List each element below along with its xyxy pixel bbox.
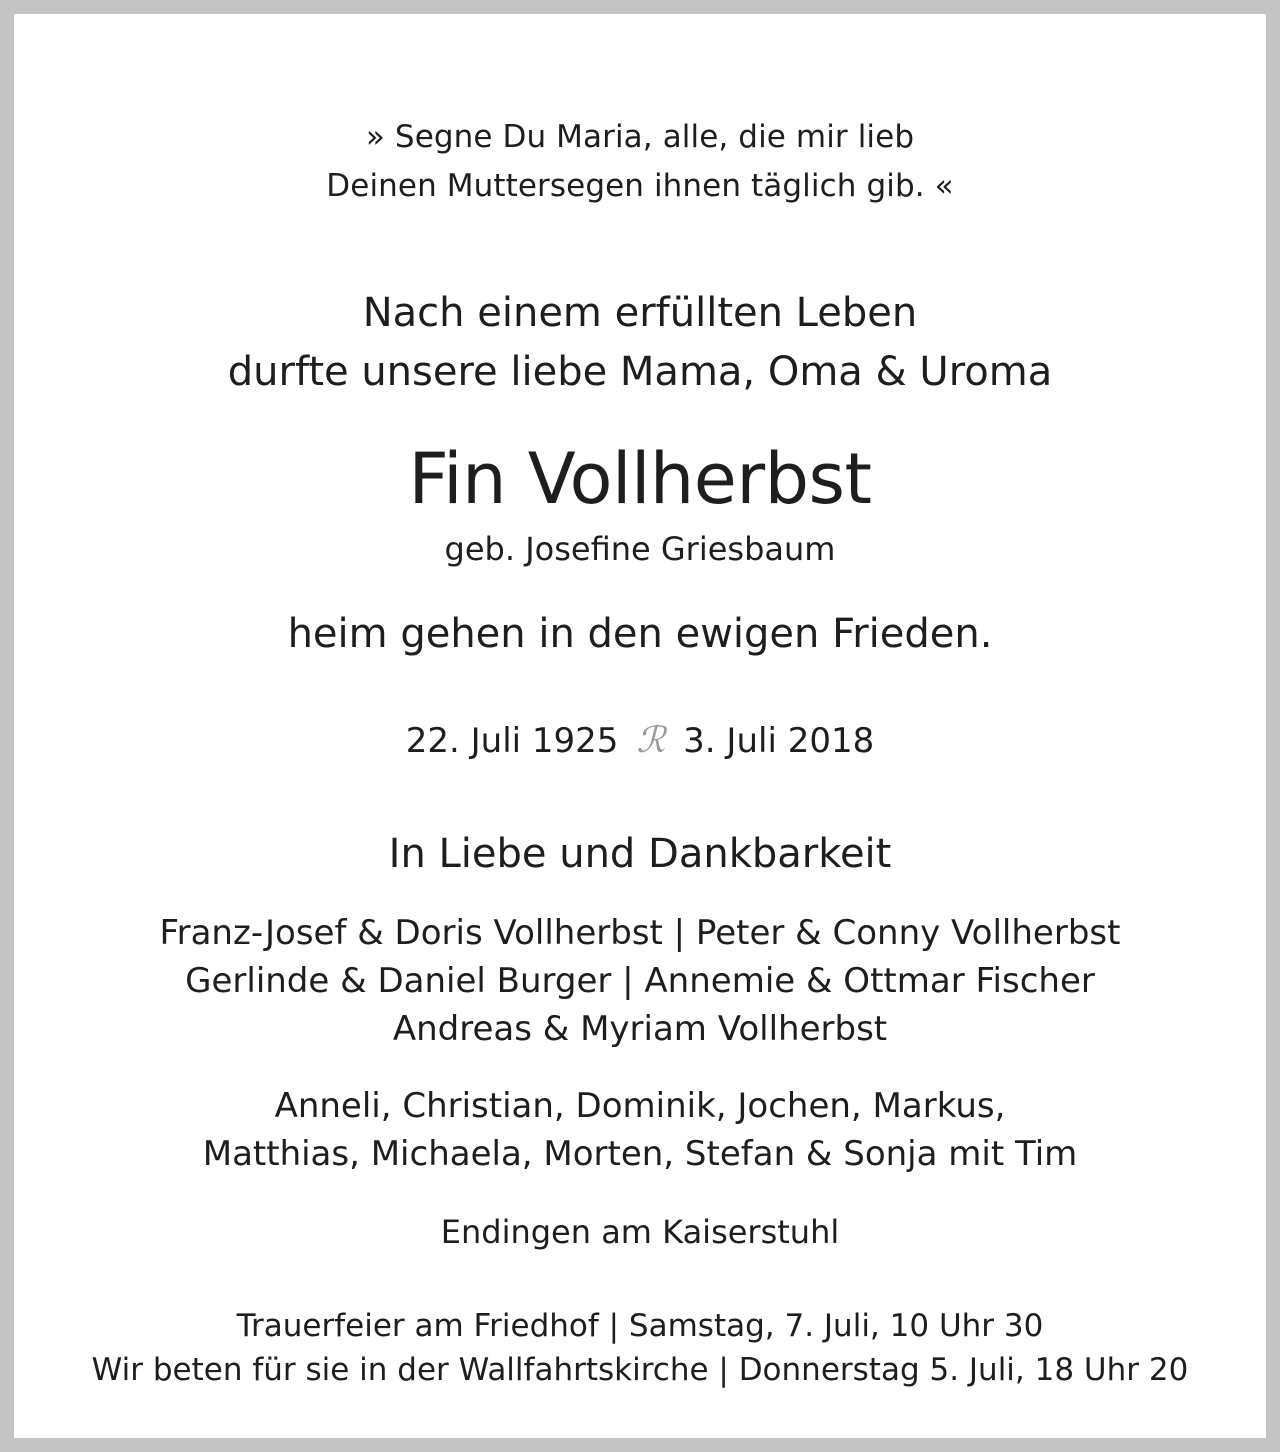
intro-line-1: Nach einem erfüllten Leben xyxy=(362,290,918,336)
motto-line-1: » Segne Du Maria, alle, die mir lieb xyxy=(365,119,915,155)
life-dates xyxy=(14,720,1266,761)
cross-monogram-icon: ℛ xyxy=(636,720,666,761)
children-line-2: Gerlinde & Daniel Burger | Annemie & Ottmar Fischer xyxy=(185,961,1095,1001)
grandchildren-line-1: Anneli, Christian, Dominik, Jochen, Markus, xyxy=(274,1086,1006,1126)
service-line-1: Trauerfeier am Friedhof | Samstag, 7. Juli, 10 Uhr 30 xyxy=(236,1308,1044,1344)
death-date: 3. Juli 2018 xyxy=(683,721,875,761)
peace-line: heim gehen in den ewigen Frieden. xyxy=(287,611,993,657)
birth-date: 22. Juli 1925 xyxy=(405,721,619,761)
motto-line-2: Deinen Muttersegen ihnen täglich gib. « xyxy=(326,168,954,204)
deceased-name: Fin Vollherbst xyxy=(408,438,872,520)
place-line: Endingen am Kaiserstuhl xyxy=(440,1213,840,1251)
birth-name: geb. Josefine Griesbaum xyxy=(444,530,836,568)
children-line-3: Andreas & Myriam Vollherbst xyxy=(392,1009,888,1049)
children-line-1: Franz-Josef & Doris Vollherbst | Peter & Conny Vollherbst xyxy=(159,913,1121,953)
thanks-line: In Liebe und Dankbarkeit xyxy=(388,831,892,877)
service-line-2: Wir beten für sie in der Wallfahrtskirche | Donnerstag 5. Juli, 18 Uhr 20 xyxy=(91,1352,1189,1388)
obituary-card xyxy=(14,14,1266,1438)
intro-line-2: durfte unsere liebe Mama, Oma & Uroma xyxy=(227,349,1053,395)
grandchildren-line-2: Matthias, Michaela, Morten, Stefan & Sonja mit Tim xyxy=(202,1134,1078,1174)
